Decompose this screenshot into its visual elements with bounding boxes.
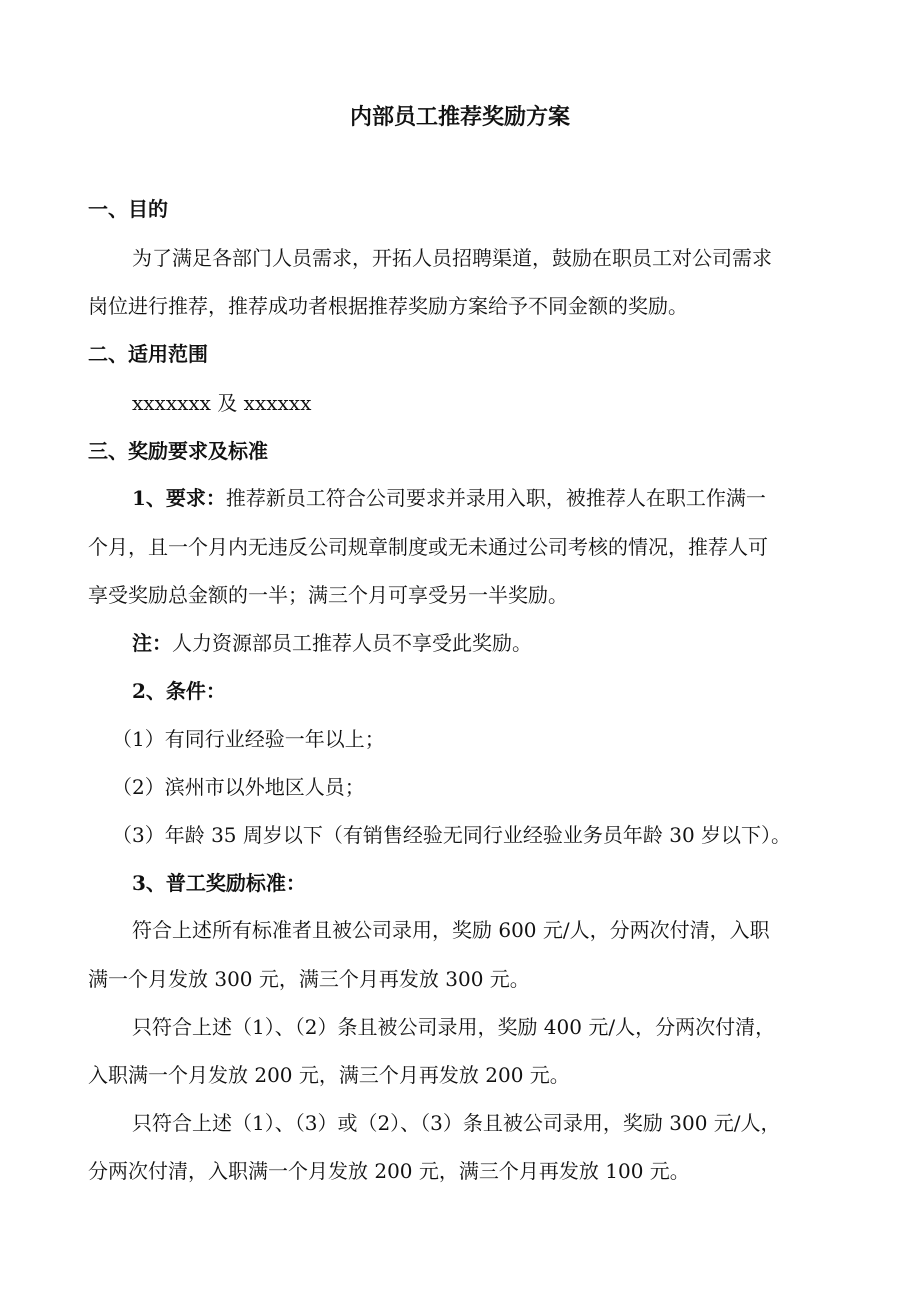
section-heading-scope: 二、适用范围 (88, 342, 208, 366)
standard-1-line-2: 满一个月发放 300 元，满三个月再发放 300 元。 (88, 967, 530, 991)
note-line (132, 631, 532, 655)
note-text: 人力资源部员工推荐人员不享受此奖励。 (172, 631, 532, 655)
purpose-line-2: 岗位进行推荐，推荐成功者根据推荐奖励方案给予不同金额的奖励。 (88, 294, 688, 318)
scope-line: xxxxxxx 及 xxxxxx (132, 391, 312, 415)
standard-2-line-2: 入职满一个月发放 200 元，满三个月再发放 200 元。 (88, 1063, 570, 1087)
requirements-text: 推荐新员工符合公司要求并录用入职，被推荐人在职工作满一 (225, 486, 766, 510)
requirements-line-2: 个月，且一个月内无违反公司规章制度或无未通过公司考核的情况，推荐人可 (88, 535, 768, 559)
standard-3-line-1: 只符合上述（1）、（3）或（2）、（3）条且被公司录用，奖励 300 元/人， (132, 1111, 781, 1135)
note-label: 注： (132, 631, 172, 655)
section-heading-standards: 三、奖励要求及标准 (88, 439, 268, 463)
condition-item-2: （2）滨州市以外地区人员； (112, 775, 365, 799)
purpose-line-1: 为了满足各部门人员需求，开拓人员招聘渠道，鼓励在职员工对公司需求 (132, 246, 772, 270)
standard-1-line-1: 符合上述所有标准者且被公司录用，奖励 600 元/人，分两次付清，入职 (132, 918, 770, 942)
requirements-line-1 (132, 486, 766, 510)
standard-3-line-2: 分两次付清，入职满一个月发放 200 元，满三个月再发放 100 元。 (88, 1159, 690, 1183)
requirements-line-3: 享受奖励总金额的一半；满三个月可享受另一半奖励。 (88, 583, 568, 607)
conditions-label: 2、条件： (132, 679, 226, 703)
document-title: 内部员工推荐奖励方案 (349, 104, 570, 130)
section-heading-purpose: 一、目的 (88, 197, 168, 221)
condition-item-3: （3）年龄 35 周岁以下（有销售经验无同行业经验业务员年龄 30 岁以下）。 (112, 823, 792, 847)
requirements-label: 1、要求： (132, 486, 226, 510)
standards-label: 3、普工奖励标准： (132, 871, 306, 895)
standard-2-line-1: 只符合上述（1）、（2）条且被公司录用，奖励 400 元/人，分两次付清， (132, 1015, 776, 1039)
condition-item-1: （1）有同行业经验一年以上； (112, 727, 385, 751)
